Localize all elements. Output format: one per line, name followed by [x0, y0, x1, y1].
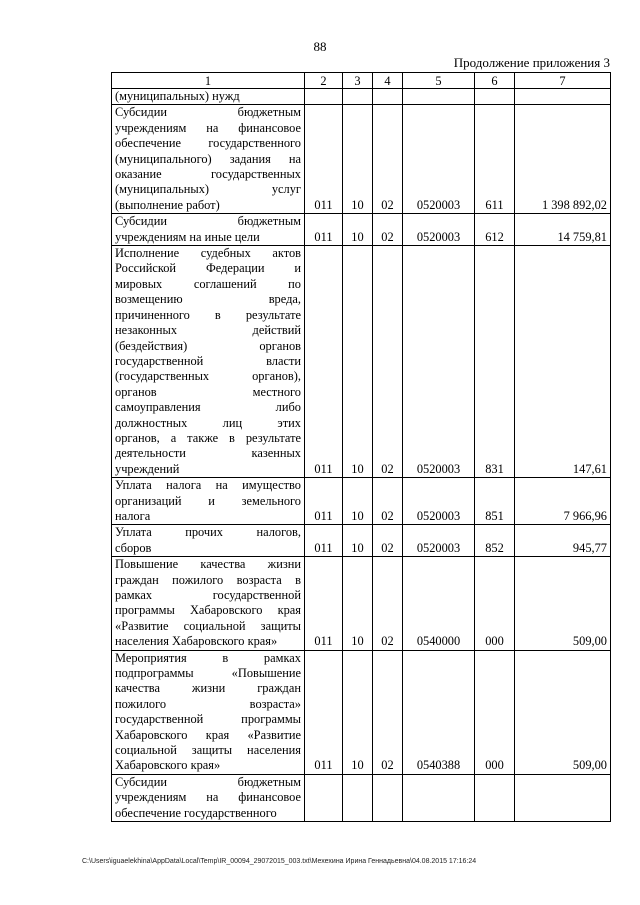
table-row	[112, 105, 611, 214]
row-name-line: Уплата прочих налогов,	[115, 525, 301, 540]
row-name-line: обеспечение государственного	[115, 805, 277, 820]
subsection-code-cell	[373, 89, 403, 105]
ministry-code-cell: 011	[305, 525, 343, 557]
row-name-line: учреждений	[115, 461, 180, 476]
table-row	[112, 650, 611, 774]
subsection-code-cell: 02	[373, 557, 403, 650]
target-article-cell	[403, 774, 475, 821]
row-name-line: государственной программы	[115, 712, 301, 727]
row-name-line: (выполнение работ)	[115, 197, 220, 212]
row-name-line: Субсидии бюджетным	[115, 105, 301, 120]
row-name-line: населения Хабаровского края»	[115, 634, 278, 649]
table-row	[112, 774, 611, 821]
row-name-line: Повышение качества жизни	[115, 557, 301, 572]
row-name-cell	[112, 105, 305, 214]
row-name-line: причиненного в результате	[115, 307, 301, 322]
row-name-line: граждан пожилого возраста в	[115, 572, 301, 587]
amount-cell: 1 398 892,02	[515, 105, 611, 214]
row-name-line: Хабаровского края «Развитие	[115, 727, 301, 742]
column-header-7: 7	[515, 73, 611, 89]
row-name-line: мировых соглашений по	[115, 276, 301, 291]
column-header-6: 6	[475, 73, 515, 89]
row-name-line: (муниципальных) нужд	[115, 89, 240, 103]
row-name-line: Мероприятия в рамках	[115, 650, 301, 665]
row-name-cell	[112, 214, 305, 246]
target-article-cell: 0520003	[403, 478, 475, 525]
amount-cell: 945,77	[515, 525, 611, 557]
subsection-code-cell: 02	[373, 214, 403, 246]
expense-type-cell: 000	[475, 650, 515, 774]
row-name-line: обеспечение государственного	[115, 136, 301, 151]
row-name-line: органов, а также в результате	[115, 430, 301, 445]
table-row	[112, 478, 611, 525]
expense-type-cell: 612	[475, 214, 515, 246]
amount-cell	[515, 774, 611, 821]
subsection-code-cell	[373, 774, 403, 821]
row-name-line: учреждениям на иные цели	[115, 229, 260, 244]
section-code-cell: 10	[343, 478, 373, 525]
section-code-cell: 10	[343, 650, 373, 774]
table-row	[112, 246, 611, 478]
amount-cell: 7 966,96	[515, 478, 611, 525]
row-name-line: государственной власти	[115, 353, 301, 368]
row-name-line: Хабаровского края»	[115, 758, 221, 773]
amount-cell: 147,61	[515, 246, 611, 478]
header-row	[112, 73, 611, 89]
row-name-cell	[112, 650, 305, 774]
amount-cell: 509,00	[515, 557, 611, 650]
row-name-line: (бездействия) органов	[115, 338, 301, 353]
section-code-cell: 10	[343, 105, 373, 214]
ministry-code-cell	[305, 89, 343, 105]
row-name-line: Субсидии бюджетным	[115, 774, 301, 789]
ministry-code-cell: 011	[305, 105, 343, 214]
row-name-cell	[112, 525, 305, 557]
section-code-cell: 10	[343, 525, 373, 557]
row-name-line: социальной защиты населения	[115, 743, 301, 758]
row-name-line: Исполнение судебных актов	[115, 246, 301, 261]
table-row	[112, 557, 611, 650]
expense-type-cell: 852	[475, 525, 515, 557]
row-name-cell	[112, 478, 305, 525]
subsection-code-cell: 02	[373, 105, 403, 214]
row-name-line: Уплата налога на имущество	[115, 478, 301, 493]
row-name-line: незаконных действий	[115, 323, 301, 338]
row-name-line: оказание государственных	[115, 167, 301, 182]
amount-cell: 14 759,81	[515, 214, 611, 246]
row-name-line: «Развитие социальной защиты	[115, 618, 301, 633]
subsection-code-cell: 02	[373, 478, 403, 525]
row-name-line: должностных лиц этих	[115, 415, 301, 430]
column-header-3: 3	[343, 73, 373, 89]
expense-type-cell: 000	[475, 557, 515, 650]
row-name-cell	[112, 774, 305, 821]
row-name-line: возмещению вреда,	[115, 292, 301, 307]
target-article-cell	[403, 89, 475, 105]
row-name-cell	[112, 246, 305, 478]
ministry-code-cell: 011	[305, 214, 343, 246]
column-header-2: 2	[305, 73, 343, 89]
section-code-cell: 10	[343, 557, 373, 650]
ministry-code-cell: 011	[305, 478, 343, 525]
row-name-line: рамках государственной	[115, 588, 301, 602]
ministry-code-cell	[305, 774, 343, 821]
target-article-cell: 0520003	[403, 105, 475, 214]
amount-cell	[515, 89, 611, 105]
row-name-line: органов местного	[115, 384, 301, 399]
target-article-cell: 0520003	[403, 214, 475, 246]
footer-file-path: C:\Users\iguaelekhina\AppData\Local\Temp\IR_00094_29072015_003.txt\Мехехина Ирина Геннадьевна\04.08.2015 17:16:24	[82, 858, 477, 865]
section-code-cell: 10	[343, 246, 373, 478]
column-header-5: 5	[403, 73, 475, 89]
ministry-code-cell: 011	[305, 246, 343, 478]
continuation-caption: Продолжение приложения 3	[453, 55, 610, 70]
column-header-4: 4	[373, 73, 403, 89]
row-name-line: (муниципальных) услуг	[115, 182, 301, 197]
row-name-line: деятельности казенных	[115, 446, 301, 461]
row-name-line: самоуправления либо	[115, 400, 301, 415]
expense-type-cell: 611	[475, 105, 515, 214]
budget-table	[111, 72, 611, 822]
row-name-line: налога	[115, 508, 151, 523]
table-body	[112, 89, 611, 822]
table-row	[112, 525, 611, 557]
expense-type-cell: 831	[475, 246, 515, 478]
subsection-code-cell: 02	[373, 246, 403, 478]
row-name-line: Российской Федерации и	[115, 261, 301, 276]
row-name-line: учреждениям на финансовое	[115, 120, 301, 135]
row-name-line: Субсидии бюджетным	[115, 214, 301, 229]
table-row	[112, 89, 611, 105]
section-code-cell	[343, 774, 373, 821]
target-article-cell: 0540388	[403, 650, 475, 774]
row-name-line: учреждениям на финансовое	[115, 790, 301, 805]
target-article-cell: 0520003	[403, 525, 475, 557]
section-code-cell	[343, 89, 373, 105]
expense-type-cell: 851	[475, 478, 515, 525]
page-number: 88	[313, 39, 327, 54]
subsection-code-cell: 02	[373, 650, 403, 774]
row-name-line: пожилого возраста»	[115, 696, 301, 711]
target-article-cell: 0540000	[403, 557, 475, 650]
column-header-1: 1	[112, 73, 305, 89]
row-name-line: организаций и земельного	[115, 493, 301, 508]
target-article-cell: 0520003	[403, 246, 475, 478]
table-row	[112, 214, 611, 246]
expense-type-cell	[475, 89, 515, 105]
amount-cell: 509,00	[515, 650, 611, 774]
row-name-line: (государственных органов),	[115, 369, 301, 384]
row-name-line: (муниципального) задания на	[115, 151, 301, 166]
section-code-cell: 10	[343, 214, 373, 246]
ministry-code-cell: 011	[305, 557, 343, 650]
row-name-line: программы Хабаровского края	[115, 603, 301, 618]
expense-type-cell	[475, 774, 515, 821]
ministry-code-cell: 011	[305, 650, 343, 774]
row-name-cell	[112, 89, 305, 105]
row-name-cell	[112, 557, 305, 650]
row-name-line: подпрограммы «Повышение	[115, 666, 301, 681]
row-name-line: качества жизни граждан	[115, 681, 301, 696]
subsection-code-cell: 02	[373, 525, 403, 557]
row-name-line: сборов	[115, 540, 152, 555]
